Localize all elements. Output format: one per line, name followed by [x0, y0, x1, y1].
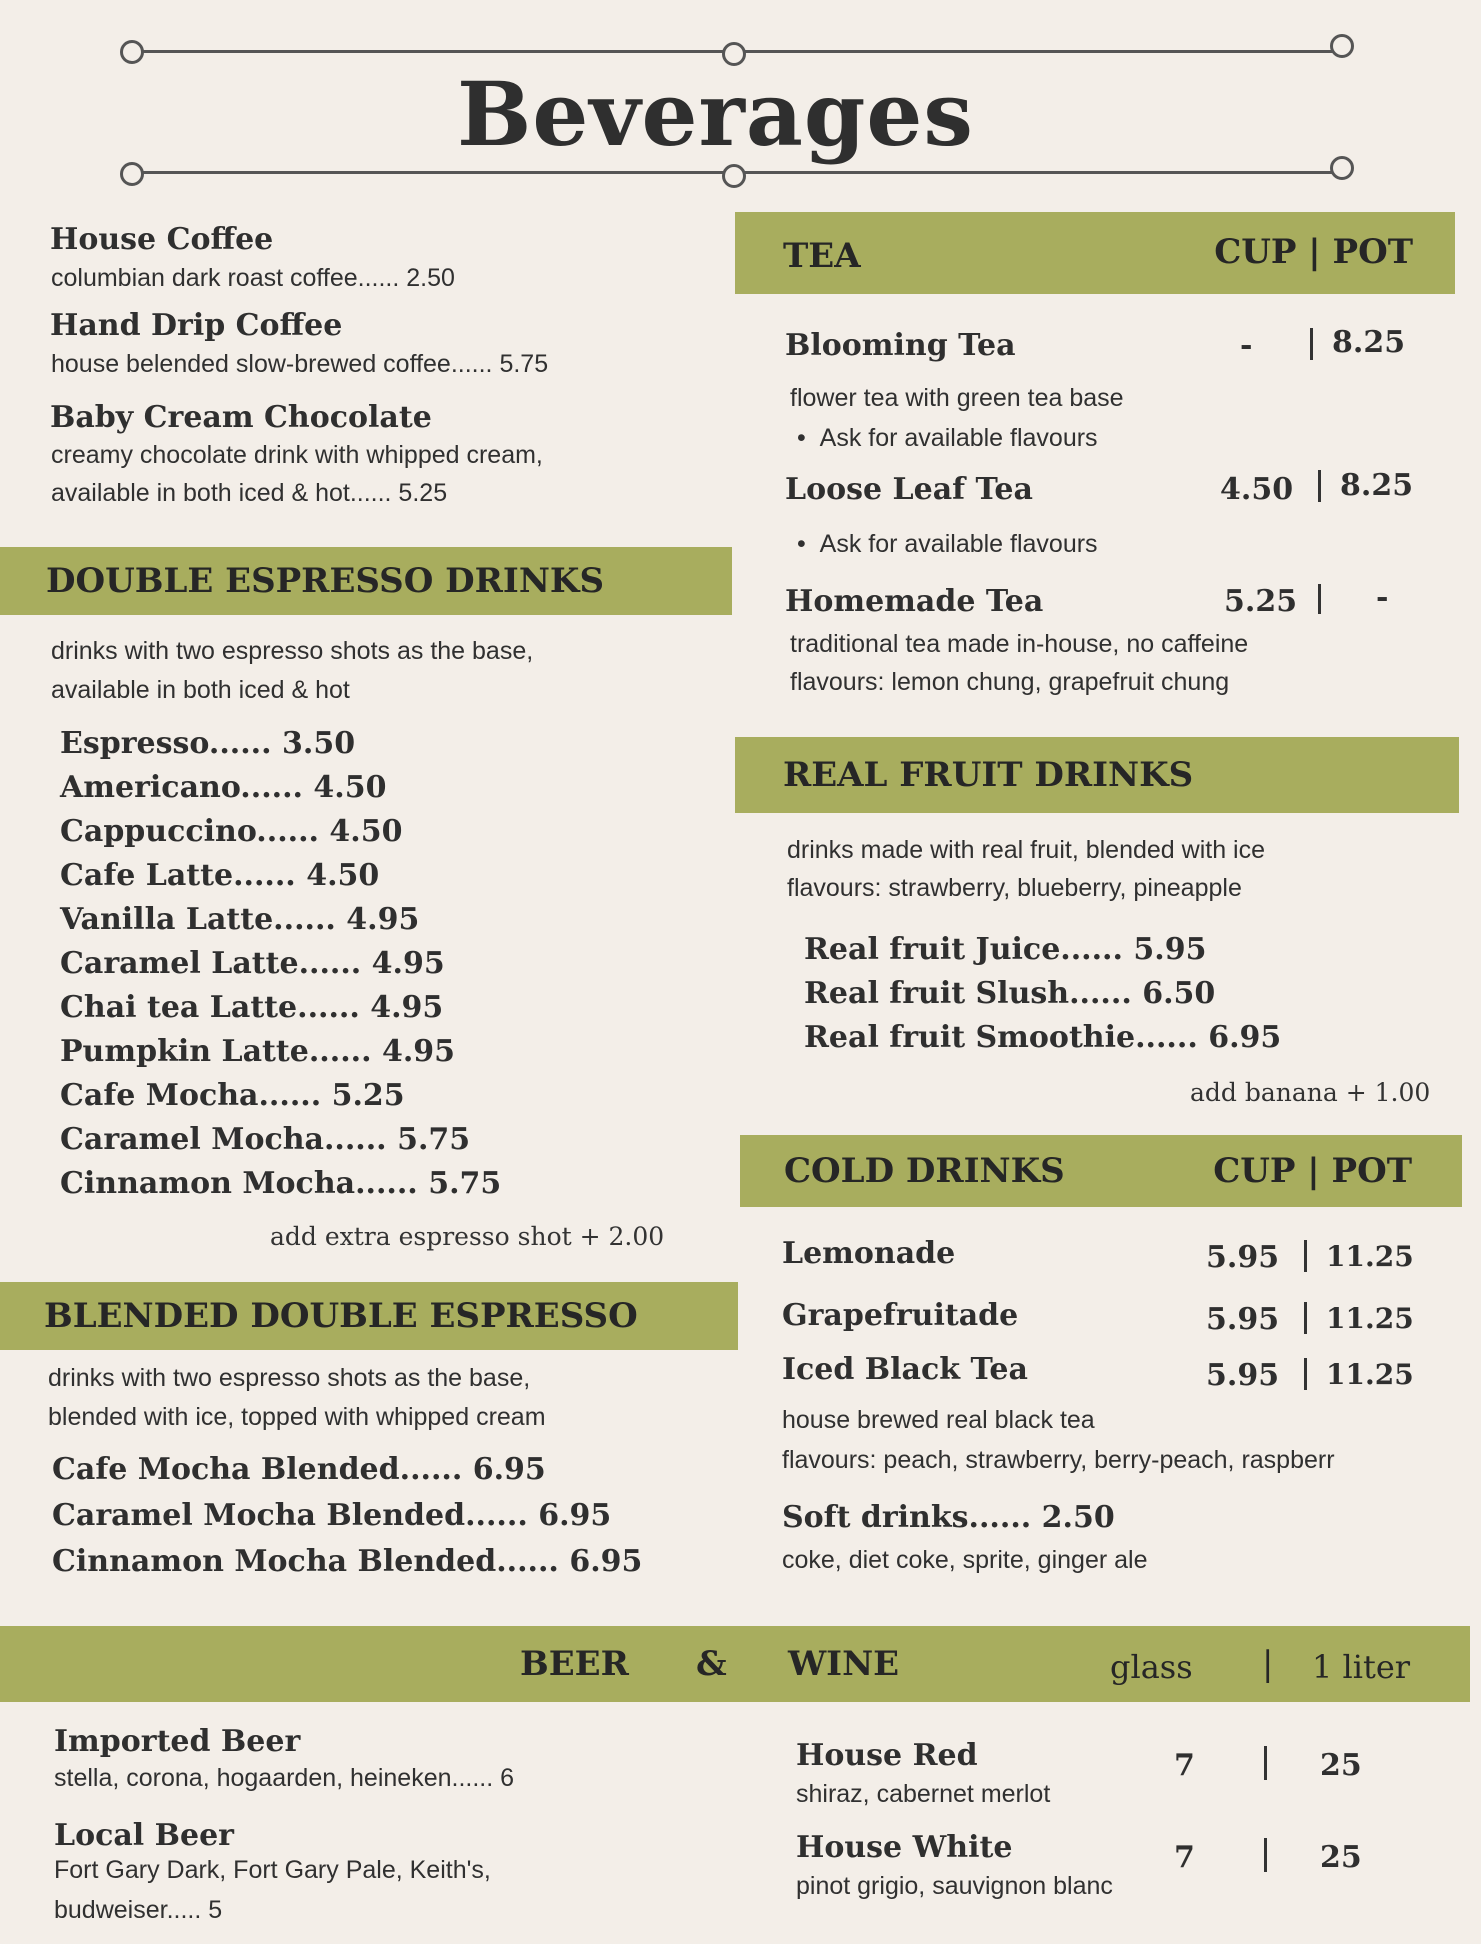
house-white-name: House White — [796, 1830, 1013, 1865]
bullet-text: Ask for available flavours — [819, 424, 1098, 452]
house-coffee-desc: columbian dark roast coffee...... 2.50 — [51, 264, 455, 292]
price-divider — [1264, 1838, 1267, 1872]
double-espresso-list — [60, 726, 501, 1210]
cold-heading: COLD DRINKS — [784, 1151, 1065, 1191]
homemade-tea-desc: flavours: lemon chung, grapefruit chung — [790, 668, 1230, 696]
blooming-tea-cup: - — [1240, 328, 1253, 363]
lemonade-pot: 11.25 — [1326, 1240, 1414, 1273]
blooming-tea-desc: flower tea with green tea base — [790, 384, 1124, 412]
amp-heading: & — [696, 1644, 727, 1684]
tea-banner — [735, 212, 1455, 294]
list-item: Caramel Latte...... 4.95 — [60, 946, 445, 981]
lemonade-cup: 5.95 — [1206, 1240, 1280, 1275]
bullet-icon: • — [797, 424, 820, 452]
blended-desc: blended with ice, topped with whipped cream — [48, 1403, 546, 1431]
beer-wine-banner — [0, 1626, 1470, 1702]
fruit-list — [804, 932, 1281, 1064]
double-espresso-desc: available in both iced & hot — [51, 676, 350, 704]
extra-shot-note: add extra espresso shot + 2.00 — [270, 1222, 665, 1251]
lemonade-name: Lemonade — [782, 1236, 956, 1271]
loose-leaf-tea-cup: 4.50 — [1220, 472, 1294, 507]
blooming-tea-name: Blooming Tea — [785, 328, 1016, 363]
fruit-desc: flavours: strawberry, blueberry, pineapple — [787, 874, 1242, 902]
page-title: Beverages — [457, 62, 974, 166]
price-divider — [1304, 1240, 1307, 1272]
list-item: Cafe Latte...... 4.50 — [60, 858, 380, 893]
list-item: Real fruit Smoothie...... 6.95 — [804, 1020, 1282, 1055]
list-item: Espresso...... 3.50 — [60, 726, 356, 761]
house-white-glass: 7 — [1174, 1840, 1195, 1875]
blended-banner — [0, 1282, 738, 1350]
iced-black-tea-desc: house brewed real black tea — [782, 1406, 1095, 1434]
local-beer-desc: Fort Gary Dark, Fort Gary Pale, Keith's, — [54, 1856, 491, 1884]
hand-drip-coffee-desc: house belended slow-brewed coffee...... 5.75 — [51, 350, 549, 378]
local-beer-name: Local Beer — [54, 1818, 234, 1853]
rule-knob-icon — [1330, 34, 1354, 58]
loose-leaf-tea-pot: 8.25 — [1340, 468, 1414, 503]
imported-beer-name: Imported Beer — [54, 1724, 301, 1759]
house-white-liter: 25 — [1320, 1840, 1362, 1875]
price-divider — [1304, 1358, 1307, 1390]
house-white-desc: pinot grigio, sauvignon blanc — [796, 1872, 1113, 1900]
double-espresso-banner — [0, 547, 732, 615]
loose-leaf-tea-bullet — [797, 530, 1098, 559]
tea-columns: CUP | POT — [1214, 232, 1413, 272]
house-red-glass: 7 — [1174, 1748, 1195, 1783]
tea-heading: TEA — [783, 236, 861, 276]
list-item: Caramel Mocha Blended...... 6.95 — [52, 1498, 612, 1533]
list-item: Vanilla Latte...... 4.95 — [60, 902, 420, 937]
wine-heading: WINE — [788, 1644, 900, 1684]
list-item: Real fruit Slush...... 6.50 — [804, 976, 1216, 1011]
list-item: Cappuccino...... 4.50 — [60, 814, 403, 849]
cold-banner — [740, 1135, 1462, 1207]
baby-cream-chocolate-name: Baby Cream Chocolate — [50, 400, 432, 435]
price-divider — [1304, 1302, 1307, 1334]
grapefruitade-pot: 11.25 — [1326, 1302, 1414, 1335]
beer-heading: BEER — [520, 1644, 629, 1684]
house-red-name: House Red — [796, 1738, 978, 1773]
homemade-tea-desc: traditional tea made in-house, no caffeine — [790, 630, 1249, 658]
price-divider — [1264, 1746, 1267, 1780]
column-divider: | — [1262, 1644, 1274, 1684]
homemade-tea-pot: - — [1376, 580, 1389, 615]
fruit-banner — [735, 737, 1459, 813]
list-item: Cinnamon Mocha Blended...... 6.95 — [52, 1544, 643, 1579]
price-divider — [1310, 328, 1313, 360]
baby-cream-chocolate-desc: creamy chocolate drink with whipped cream, — [51, 441, 543, 469]
homemade-tea-name: Homemade Tea — [785, 584, 1044, 619]
blended-desc: drinks with two espresso shots as the base, — [48, 1364, 531, 1392]
cold-columns: CUP | POT — [1213, 1151, 1412, 1191]
blended-list — [52, 1452, 642, 1590]
double-espresso-heading: DOUBLE ESPRESSO DRINKS — [46, 561, 604, 601]
price-divider — [1318, 584, 1321, 614]
fruit-desc: drinks made with real fruit, blended with ice — [787, 836, 1266, 864]
list-item: Cafe Mocha Blended...... 6.95 — [52, 1452, 546, 1487]
list-item: Pumpkin Latte...... 4.95 — [60, 1034, 456, 1069]
loose-leaf-tea-name: Loose Leaf Tea — [785, 472, 1033, 507]
soft-drinks-desc: coke, diet coke, sprite, ginger ale — [782, 1546, 1148, 1574]
house-red-desc: shiraz, cabernet merlot — [796, 1780, 1051, 1808]
list-item: Americano...... 4.50 — [60, 770, 387, 805]
blooming-tea-pot: 8.25 — [1332, 325, 1406, 360]
iced-black-tea-name: Iced Black Tea — [782, 1352, 1028, 1387]
iced-black-tea-pot: 11.25 — [1326, 1358, 1414, 1391]
hand-drip-coffee-name: Hand Drip Coffee — [50, 308, 343, 343]
fruit-heading: REAL FRUIT DRINKS — [783, 755, 1194, 795]
blended-heading: BLENDED DOUBLE ESPRESSO — [44, 1296, 638, 1336]
baby-cream-chocolate-desc: available in both iced & hot...... 5.25 — [51, 479, 448, 507]
grapefruitade-name: Grapefruitade — [782, 1298, 1019, 1333]
rule-knob-icon — [722, 164, 746, 188]
house-coffee-name: House Coffee — [50, 222, 274, 257]
list-item: Cinnamon Mocha...... 5.75 — [60, 1166, 502, 1201]
soft-drinks-name: Soft drinks...... 2.50 — [782, 1500, 1115, 1535]
blooming-tea-bullet — [797, 424, 1098, 453]
banana-note: add banana + 1.00 — [1190, 1078, 1431, 1107]
homemade-tea-cup: 5.25 — [1224, 584, 1298, 619]
house-red-liter: 25 — [1320, 1748, 1362, 1783]
rule-knob-icon — [120, 40, 144, 64]
list-item: Chai tea Latte...... 4.95 — [60, 990, 444, 1025]
price-divider — [1318, 470, 1321, 502]
list-item: Cafe Mocha...... 5.25 — [60, 1078, 405, 1113]
imported-beer-desc: stella, corona, hogaarden, heineken...... 6 — [54, 1764, 515, 1792]
list-item: Real fruit Juice...... 5.95 — [804, 932, 1207, 967]
local-beer-desc: budweiser..... 5 — [54, 1896, 223, 1924]
glass-column: glass — [1110, 1648, 1193, 1686]
list-item: Caramel Mocha...... 5.75 — [60, 1122, 471, 1157]
bullet-text: Ask for available flavours — [819, 530, 1098, 558]
liter-column: 1 liter — [1312, 1648, 1411, 1686]
bullet-icon: • — [797, 530, 820, 558]
grapefruitade-cup: 5.95 — [1206, 1302, 1280, 1337]
iced-black-tea-flavours: flavours: peach, strawberry, berry-peach, raspberr — [782, 1446, 1335, 1474]
double-espresso-desc: drinks with two espresso shots as the base, — [51, 637, 534, 665]
iced-black-tea-cup: 5.95 — [1206, 1358, 1280, 1393]
